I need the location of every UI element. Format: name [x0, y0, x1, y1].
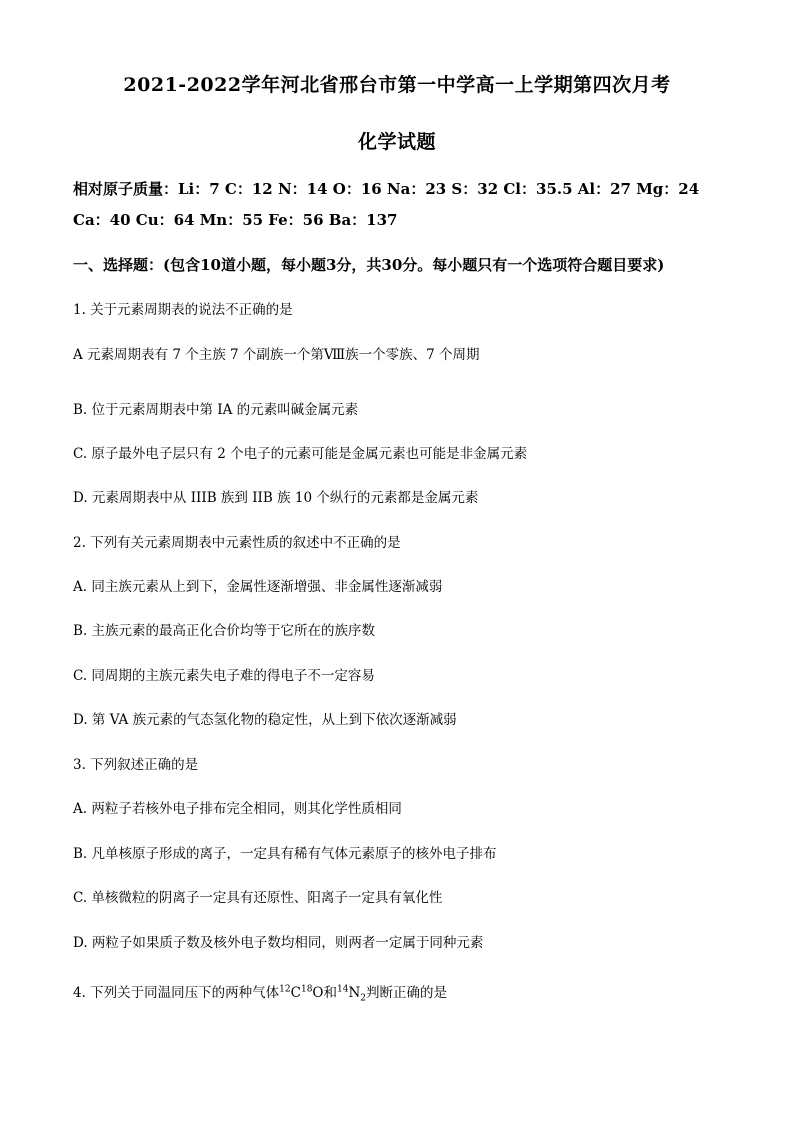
option-d: D. 第 VA 族元素的气态氢化物的稳定性，从上到下依次逐渐减弱: [73, 712, 457, 728]
option-d: D. 元素周期表中从 IIIB 族到 IIB 族 10 个纵行的元素都是金属元素: [73, 490, 479, 506]
option-c: C. 原子最外电子层只有 2 个电子的元素可能是金属元素也可能是非金属元素: [73, 446, 528, 462]
atomic-mass-line-2: Ca：40 Cu：64 Mn：55 Fe：56 Ba：137: [73, 211, 398, 229]
option-a: A. 同主族元素从上到下，金属性逐渐增强、非金属性逐渐减弱: [73, 579, 443, 595]
element-symbol: O: [312, 985, 324, 1001]
mass-number: 18: [300, 984, 313, 995]
option-b: B. 凡单核原子形成的离子，一定具有稀有气体元素原子的核外电子排布: [73, 846, 497, 862]
mass-number: 12: [279, 984, 291, 995]
question-prefix: 4. 下列关于同温同压下的两种气体: [73, 985, 280, 1001]
mass-number: 14: [337, 984, 349, 995]
option-a: A 元素周期表有 7 个主族 7 个副族一个第Ⅷ族一个零族、7 个周期: [73, 347, 480, 363]
option-c: C. 同周期的主族元素失电子难的得电子不一定容易: [73, 668, 375, 684]
option-b: B. 位于元素周期表中第 IA 的元素叫碱金属元素: [73, 402, 359, 418]
option-d: D. 两粒子如果质子数及核外电子数均相同，则两者一定属于同种元素: [73, 935, 484, 951]
question-stem: 2. 下列有关元素周期表中元素性质的叙述中不正确的是: [73, 535, 401, 551]
exam-subtitle: 化学试题: [357, 131, 436, 153]
question-suffix: 判断正确的是: [366, 985, 447, 1001]
exam-title: 2021-2022学年河北省邢台市第一中学高一上学期第四次月考: [123, 74, 671, 96]
isotope-formula: [279, 985, 323, 1001]
subscript: 2: [360, 993, 366, 1004]
question-stem: 3. 下列叙述正确的是: [73, 757, 199, 773]
question-stem: [73, 981, 447, 1004]
conjunction: 和: [323, 985, 337, 1001]
isotope-formula: [337, 984, 366, 1004]
option-a: A. 两粒子若核外电子排布完全相同，则其化学性质相同: [73, 801, 402, 817]
question-stem: 1. 关于元素周期表的说法不正确的是: [73, 302, 293, 318]
section-heading: 一、选择题：(包含10道小题，每小题3分，共30分。每小题只有一个选项符合题目要求): [73, 256, 665, 274]
element-symbol: N: [348, 985, 361, 1001]
element-symbol: C: [290, 985, 301, 1001]
atomic-mass-line-1: 相对原子质量：Li：7 C：12 N：14 O：16 Na：23 S：32 Cl：35.5 Al：27 Mg：24: [73, 180, 700, 198]
option-b: B. 主族元素的最高正化合价均等于它所在的族序数: [73, 623, 376, 639]
option-c: C. 单核微粒的阴离子一定具有还原性、阳离子一定具有氧化性: [73, 890, 443, 906]
